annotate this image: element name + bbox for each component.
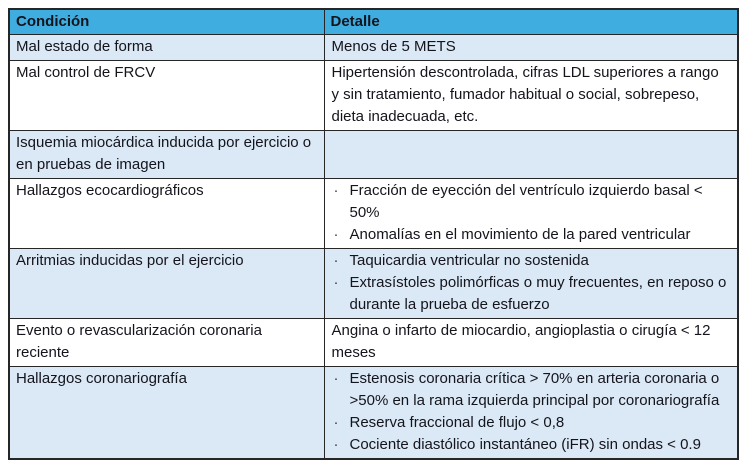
header-row [9, 9, 738, 35]
bullet-dot-icon: · [333, 436, 339, 453]
bullet-dot-icon: · [333, 370, 339, 387]
bullet-dot-icon: · [333, 182, 339, 199]
detail-cell [324, 179, 738, 249]
conditions-table [8, 8, 739, 460]
bullet-item [332, 368, 730, 412]
table-row [9, 61, 738, 131]
header-detail: Detalle [324, 9, 738, 35]
bullet-text: Reserva fraccional de flujo < 0,8 [349, 414, 565, 431]
table-row [9, 249, 738, 319]
detail-cell [324, 249, 738, 319]
detail-cell [324, 131, 738, 179]
bullet-text: Cociente diastólico instantáneo (iFR) sin ondas < 0.9 [349, 436, 701, 453]
detail-cell: Angina o infarto de miocardio, angioplastia o cirugía < 12 meses [324, 319, 738, 367]
table-body [9, 35, 738, 460]
condition-cell: Hallazgos coronariografía [9, 367, 324, 460]
detail-cell [324, 367, 738, 460]
condition-cell: Hallazgos ecocardiográficos [9, 179, 324, 249]
condition-cell: Isquemia miocárdica inducida por ejercicio o en pruebas de imagen [9, 131, 324, 179]
detail-cell: Hipertensión descontrolada, cifras LDL superiores a rango y sin tratamiento, fumador habitual o social, sobrepeso, dieta inadecuada, etc. [324, 61, 738, 131]
bullet-item [332, 272, 730, 316]
condition-cell: Arritmias inducidas por el ejercicio [9, 249, 324, 319]
bullet-text: Extrasístoles polimórficas o muy frecuentes, en reposo o durante la prueba de esfuerzo [349, 274, 727, 313]
table-row [9, 367, 738, 460]
bullet-text: Anomalías en el movimiento de la pared ventricular [349, 226, 691, 243]
bullet-dot-icon: · [333, 274, 339, 291]
condition-cell: Evento o revascularización coronaria reciente [9, 319, 324, 367]
condition-cell: Mal estado de forma [9, 35, 324, 61]
table-row [9, 35, 738, 61]
bullet-dot-icon: · [333, 252, 339, 269]
bullet-item [332, 224, 730, 246]
bullet-text: Taquicardia ventricular no sostenida [349, 252, 589, 269]
bullet-item [332, 434, 730, 456]
bullet-item [332, 250, 730, 272]
detail-cell: Menos de 5 METS [324, 35, 738, 61]
bullet-dot-icon: · [333, 414, 339, 431]
table-row [9, 131, 738, 179]
header-condition: Condición [9, 9, 324, 35]
bullet-text: Fracción de eyección del ventrículo izquierdo basal < 50% [349, 182, 703, 221]
bullet-item [332, 180, 730, 224]
bullet-dot-icon: · [333, 226, 339, 243]
bullet-text: Estenosis coronaria crítica > 70% en arteria coronaria o >50% en la rama izquierda principal por coronariografía [349, 370, 720, 409]
condition-cell: Mal control de FRCV [9, 61, 324, 131]
table-row [9, 179, 738, 249]
table-row [9, 319, 738, 367]
bullet-item [332, 412, 730, 434]
